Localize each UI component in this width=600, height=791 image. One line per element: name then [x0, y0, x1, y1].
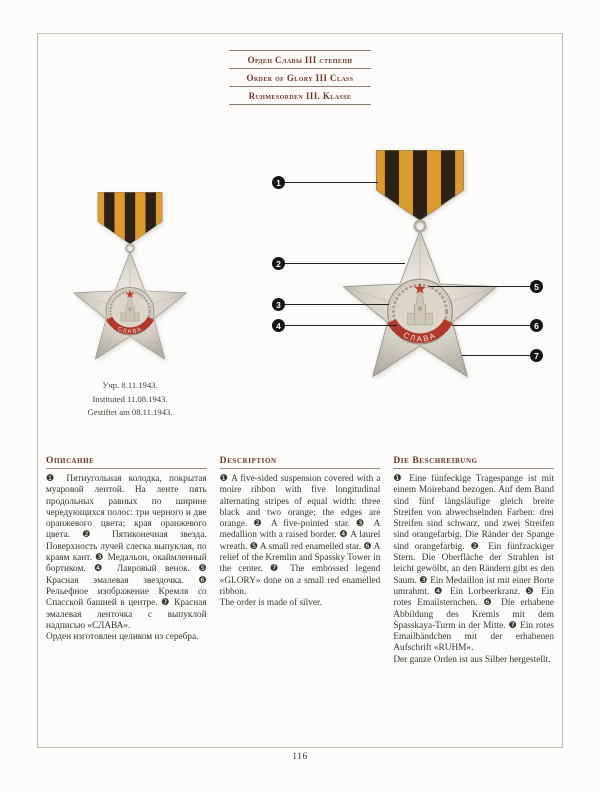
suspension-ring — [126, 244, 134, 252]
column-heading-german: Die Beschreibung — [393, 456, 554, 469]
institution-date-en: Instituted 11.08.1943. — [92, 393, 168, 404]
institution-date-ru: Учр. 8.11.1943. — [102, 380, 158, 390]
column-german — [393, 456, 554, 666]
column-heading-russian: Описание — [46, 456, 207, 469]
callout-marker-6: 6 — [530, 319, 543, 332]
column-note-english: The order is made of silver. — [219, 598, 322, 609]
callout-line-1 — [285, 182, 378, 183]
column-note-russian: Орден изготовлен целиком из серебра. — [46, 632, 199, 643]
callout-line-6 — [452, 325, 531, 326]
callout-line-7 — [462, 355, 531, 356]
title-russian: Орден Славы III степени — [247, 54, 353, 65]
callout-marker-4: 4 — [272, 319, 285, 332]
callout-marker-5: 5 — [530, 280, 543, 293]
column-note-german: Der ganze Orden ist aus Silber hergestellt. — [393, 654, 551, 665]
column-body-german: ❶ Eine fünfeckige Tragespange ist mit einem Moireband bezogen. Auf dem Band sind fünf längsläufige gleich breite Streifen von abwechselnden Farben: drei Streifen sind schwarz, und zwei Streifen sind orangefarbig. Die Ränder der Spange sind orangefarbig. ❷ Ein fünfzackiger Stern. Die Oberfläche der Strahlen ist leicht gewölbt, an den Rändern gibt es den Saum. ❸ Ein Medaillon ist mit einer Borte umrahmt. ❹ Ein Lorbeerkranz. ❺ Ein rotes Emailsternchen. ❻ Die erhabene Abbildung des Kremls mit dem Spasskaya-Turm in der Mitte. ❼ Ein rotes Emailbändchen mit der erhabenen Aufschrift «RUHM». — [393, 474, 555, 654]
institution-dates — [40, 379, 220, 420]
banner-legend: СЛАВА — [401, 330, 439, 344]
column-english — [220, 456, 381, 666]
suspension-ribbon — [376, 150, 463, 220]
page-number: 116 — [292, 752, 308, 762]
callout-marker-2: 2 — [272, 257, 285, 270]
callout-line-4 — [285, 325, 397, 326]
institution-date-de: Gestiftet am 08.11.1943. — [87, 407, 173, 417]
suspension-ring — [415, 221, 425, 231]
description-columns — [46, 456, 554, 666]
title-rule — [229, 104, 371, 105]
title-english: Order of Glory III Class — [246, 72, 354, 83]
medal-photo-small — [60, 192, 200, 364]
callout-line-5 — [429, 286, 531, 287]
column-russian — [46, 456, 207, 666]
suspension-ribbon — [98, 192, 162, 244]
medal-photo-large — [325, 150, 515, 383]
column-body-english: ❶ A five-sided suspension covered with a moire ribbon with five longitudinal alternating stripes of equal width: three black and two orange; the edges are orange. ❷ A five-pointed star. ❸ A medallion with a raised border. ❹ A laurel wreath. ❺ A small red enamelled star. ❻ A relief of the Kremlin and Spassky Tower in the center. ❼ The embossed legend «GLORY» done on a small red enamelled ribbon. — [219, 474, 381, 597]
title-block — [229, 50, 371, 105]
column-heading-english: Description — [220, 456, 381, 469]
callout-line-3 — [285, 304, 389, 305]
callout-marker-1: 1 — [272, 176, 285, 189]
title-german: Ruhmesorden III. Klasse — [248, 90, 352, 101]
banner-legend: СЛАВА — [116, 326, 144, 336]
column-body-russian: ❶ Пятиугольная колодка, покрытая муаровой лентой. На ленте пять продольных равных по ширине чередующихся полос: три черного и две оранжевого цвета; края оранжевого цвета. ❷ Пятиконечная звезда. Поверхность лучей слегка выпуклая, по краям кант. ❸ Медальон, окаймленный бортиком. ❹ Лавровый венок. ❺ Красная эмалевая звездочка. ❻ Рельефное изображение Кремля со Спасской башней в центре. ❼ Красная эмалевая ленточка с выпуклой надписью «СЛАВА». — [46, 474, 207, 631]
callout-marker-3: 3 — [272, 298, 285, 311]
callout-line-2 — [285, 263, 405, 264]
callout-marker-7: 7 — [530, 349, 543, 362]
